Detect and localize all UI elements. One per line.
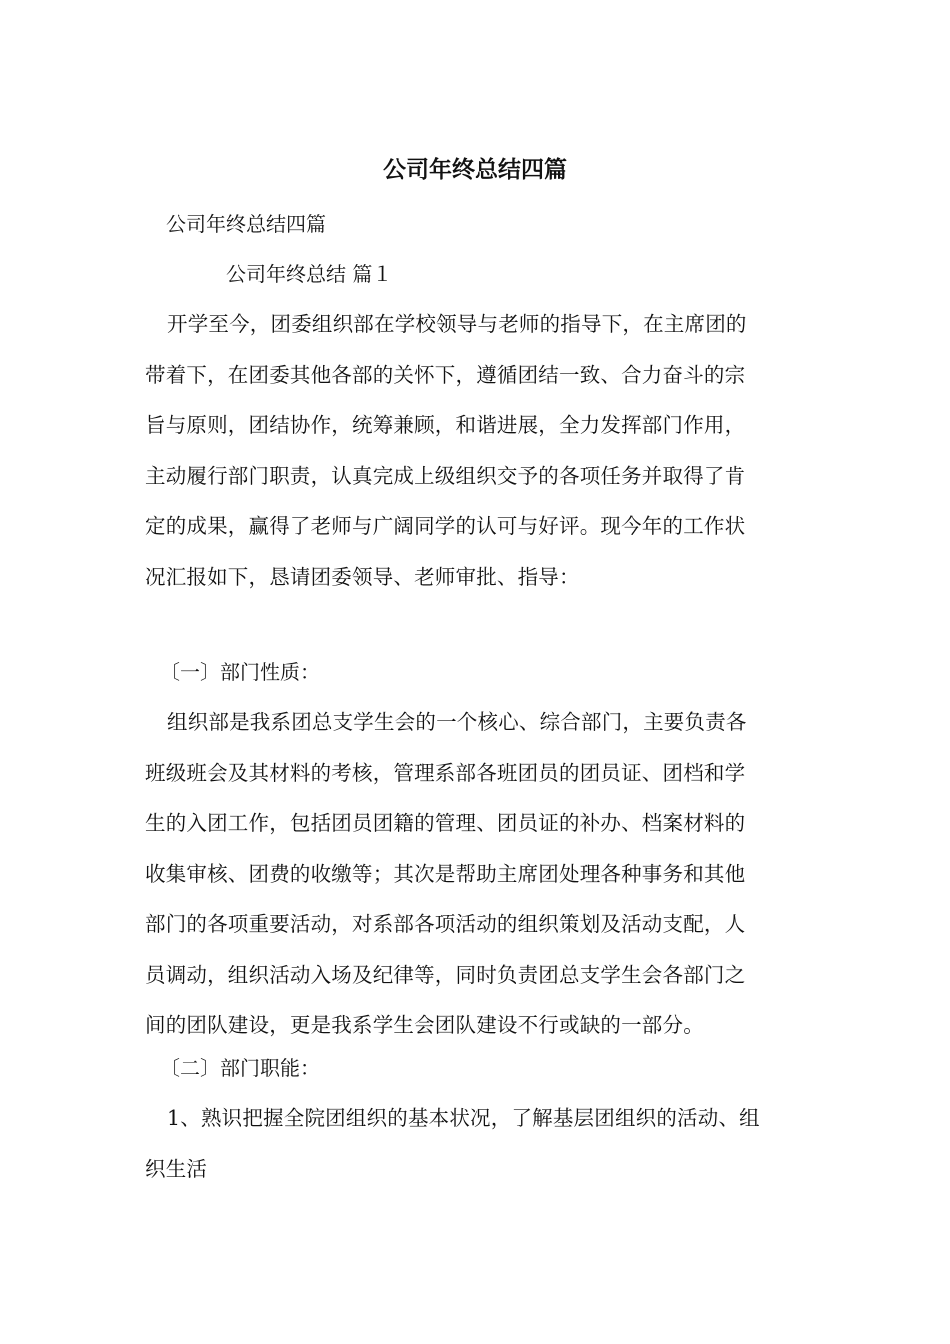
paragraph-department-functions xyxy=(145,1093,810,1194)
paragraph-department-nature xyxy=(145,697,810,1051)
paragraph-line: 员调动，组织活动入场及纪律等，同时负责团总支学生会各部门之 xyxy=(145,962,746,987)
paragraph-line: 部门的各项重要活动，对系部各项活动的组织策划及活动支配，人 xyxy=(145,912,746,936)
paragraph-intro xyxy=(145,299,810,602)
document-title: 公司年终总结四篇 xyxy=(383,156,567,183)
heading-department-nature: 〔一〕部门性质： xyxy=(160,660,320,684)
paragraph-line: 1、熟识把握全院团组织的基本状况，了解基层团组织的活动、组 xyxy=(167,1106,760,1130)
section-heading: 公司年终总结 篇１ xyxy=(226,262,393,286)
heading-department-functions: 〔二〕部门职能： xyxy=(160,1056,320,1080)
paragraph-line: 旨与原则，团结协作，统筹兼顾，和谐进展，全力发挥部门作用， xyxy=(145,413,746,437)
paragraph-line: 定的成果，赢得了老师与广阔同学的认可与好评。现今年的工作状 xyxy=(145,514,746,538)
paragraph-line: 织生活 xyxy=(145,1156,208,1181)
paragraph-line: 带着下，在团委其他各部的关怀下，遵循团结一致、合力奋斗的宗 xyxy=(145,362,746,387)
paragraph-line: 收集审核、团费的收缴等；其次是帮助主席团处理各种事务和其他 xyxy=(145,861,746,886)
paragraph-line: 班级班会及其材料的考核，管理系部各班团员的团员证、团档和学 xyxy=(145,760,746,785)
paragraph-line: 生的入团工作，包括团员团籍的管理、团员证的补办、档案材料的 xyxy=(145,811,746,835)
document-subtitle: 公司年终总结四篇 xyxy=(166,212,326,236)
paragraph-line: 开学至今，团委组织部在学校领导与老师的指导下，在主席团的 xyxy=(167,312,747,336)
paragraph-line: 主动履行部门职责，认真完成上级组织交予的各项任务并取得了肯 xyxy=(145,463,746,488)
paragraph-line: 间的团队建设，更是我系学生会团队建设不行或缺的一部分。 xyxy=(145,1013,704,1037)
paragraph-line: 况汇报如下，恳请团委领导、老师审批、指导： xyxy=(145,564,580,589)
paragraph-line: 组织部是我系团总支学生会的一个核心、综合部门，主要负责各 xyxy=(167,710,747,734)
